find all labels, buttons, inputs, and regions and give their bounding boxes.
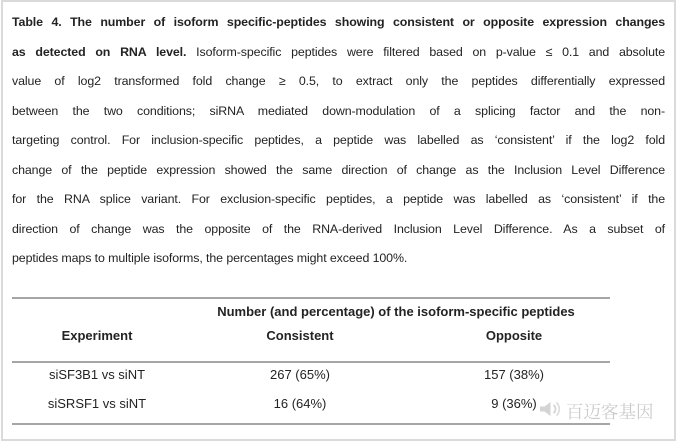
cell-row1-experiment: siSF3B1 vs siNT — [48, 366, 146, 382]
caption-line-2 — [12, 38, 665, 68]
caption-line-7: for the RNA splice variant. For exclusion-specific peptides, a peptide was labelled as ‘consistent’ if the — [12, 192, 665, 206]
column-header-experiment: Experiment — [61, 327, 133, 343]
megaphone-icon — [537, 398, 563, 425]
cell-row1-consistent: 267 (65%) — [270, 366, 330, 382]
caption-line-9: peptides maps to multiple isoforms, the percentages might exceed 100%. — [12, 251, 408, 265]
caption-line-4: between the two conditions; siRNA mediated down-modulation of a splicing factor and the non- — [12, 103, 665, 118]
caption-regular-text: Isoform-specific peptides were filtered based on p-value ≤ 0.1 and absolute — [186, 44, 666, 59]
cell-row2-opposite: 9 (36%) — [491, 395, 537, 411]
column-header-consistent: Consistent — [266, 327, 334, 343]
caption-bold-tail: as detected on RNA level. — [12, 44, 187, 59]
cell-row2-consistent: 16 (64%) — [273, 395, 327, 411]
cell-row1-opposite: 157 (38%) — [484, 366, 544, 382]
watermark — [537, 398, 654, 425]
caption-line-8: direction of change was the opposite of the RNA-derived Inclusion Level Difference. As a subset of — [12, 221, 665, 236]
watermark-text: 百迈客基因 — [566, 402, 654, 422]
caption-line-3: value of log2 transformed fold change ≥ 0.5, to extract only the peptides differentially expressed — [12, 74, 665, 88]
caption-line-5: targeting control. For inclusion-specific peptides, a peptide was labelled as ‘consistent’ if the log2 fold — [12, 133, 665, 147]
table-spanning-header: Number (and percentage) of the isoform-specific peptides — [217, 303, 575, 319]
results-table — [12, 297, 610, 425]
caption-line-6: change of the peptide expression showed the same direction of change as the Inclusion Level Difference — [12, 162, 665, 177]
caption-line-1: Table 4. The number of isoform specific-peptides showing consistent or opposite expression changes — [12, 15, 665, 29]
column-header-opposite: Opposite — [485, 327, 543, 343]
table-rule-bottom — [12, 423, 610, 425]
cell-row2-experiment: siSRSF1 vs siNT — [47, 395, 147, 411]
